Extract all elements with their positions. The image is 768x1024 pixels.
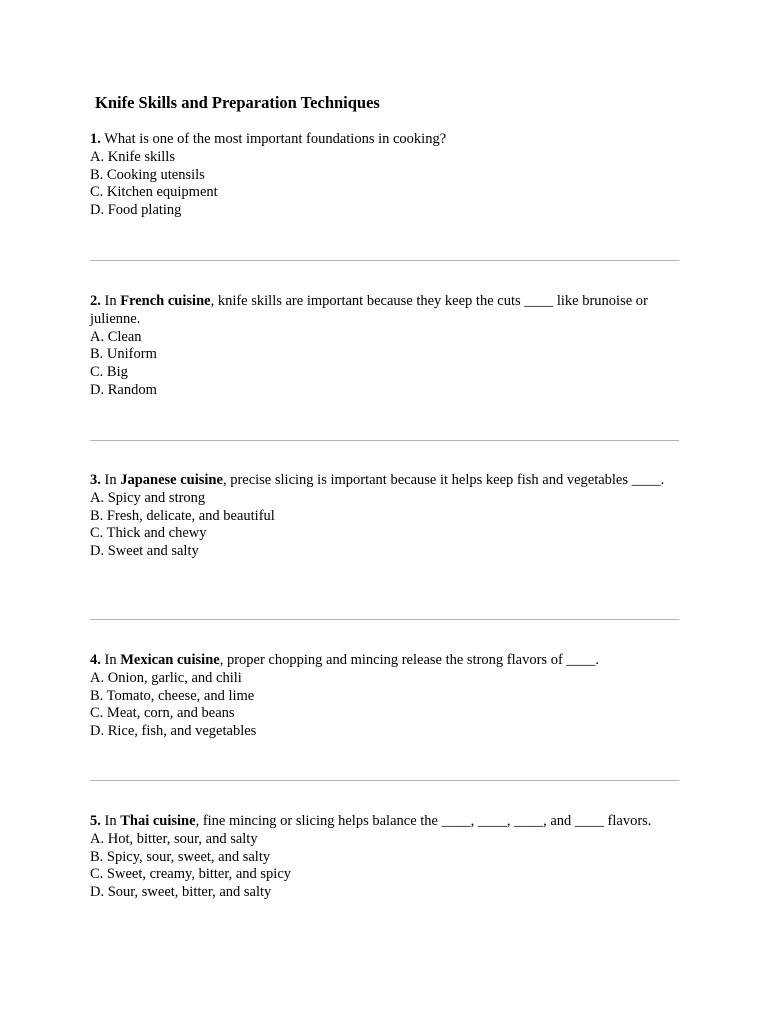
answer-option-a: A. Hot, bitter, sour, and salty bbox=[90, 830, 258, 847]
answer-option-a: A. Onion, garlic, and chili bbox=[90, 669, 242, 686]
answer-options bbox=[90, 329, 680, 400]
question-text: What is one of the most important foundations in cooking? bbox=[100, 131, 447, 147]
answer-option-d: D. Food plating bbox=[90, 202, 182, 219]
question-1 bbox=[90, 131, 680, 220]
question-4 bbox=[90, 652, 680, 741]
question-keyword: Japanese cuisine bbox=[120, 472, 223, 488]
question-text-rest: , proper chopping and mincing release the strong flavors of ____. bbox=[219, 652, 600, 668]
answer-option-c: C. Big bbox=[90, 364, 128, 381]
answer-option-d: D. Sweet and salty bbox=[90, 543, 199, 560]
question-stem bbox=[90, 472, 680, 490]
answer-option-a: A. Clean bbox=[90, 328, 142, 345]
question-text: In bbox=[100, 293, 121, 309]
answer-option-d: D. Rice, fish, and vegetables bbox=[90, 723, 257, 740]
section-divider bbox=[90, 780, 679, 781]
question-stem bbox=[90, 652, 680, 670]
question-keyword: Thai cuisine bbox=[120, 813, 196, 829]
question-stem bbox=[90, 131, 680, 149]
section-divider bbox=[90, 619, 679, 620]
answer-option-d: D. Random bbox=[90, 381, 157, 398]
answer-options bbox=[90, 831, 680, 902]
question-keyword: Mexican cuisine bbox=[120, 652, 220, 668]
answer-option-c: C. Sweet, creamy, bitter, and spicy bbox=[90, 866, 292, 883]
answer-option-b: B. Fresh, delicate, and beautiful bbox=[90, 507, 275, 524]
answer-option-c: C. Meat, corn, and beans bbox=[90, 705, 235, 722]
answer-option-b: B. Uniform bbox=[90, 346, 157, 363]
answer-option-a: A. Spicy and strong bbox=[90, 489, 206, 506]
answer-options bbox=[90, 670, 680, 741]
answer-option-d: D. Sour, sweet, bitter, and salty bbox=[90, 884, 272, 901]
question-number: 4. bbox=[90, 652, 101, 668]
question-number: 5. bbox=[90, 813, 101, 829]
answer-option-b: B. Tomato, cheese, and lime bbox=[90, 687, 255, 704]
question-number: 2. bbox=[90, 293, 101, 309]
answer-option-b: B. Cooking utensils bbox=[90, 166, 205, 183]
question-number: 3. bbox=[90, 472, 101, 488]
question-text-rest: , precise slicing is important because it helps keep fish and vegetables ____. bbox=[222, 472, 665, 488]
question-text: In bbox=[100, 813, 121, 829]
question-text-rest: , knife skills are important because they keep the cuts ____ like brunoise or julienne. bbox=[90, 293, 648, 327]
page-title: Knife Skills and Preparation Techniques bbox=[95, 93, 380, 112]
question-5 bbox=[90, 813, 680, 902]
answer-option-c: C. Thick and chewy bbox=[90, 525, 207, 542]
question-text: In bbox=[100, 652, 121, 668]
question-text: In bbox=[100, 472, 121, 488]
question-number: 1. bbox=[90, 131, 101, 147]
answer-options bbox=[90, 490, 680, 561]
answer-options bbox=[90, 149, 680, 220]
question-stem bbox=[90, 813, 680, 831]
question-stem bbox=[90, 293, 680, 329]
section-divider bbox=[90, 440, 679, 441]
section-divider bbox=[90, 260, 679, 261]
answer-option-c: C. Kitchen equipment bbox=[90, 184, 218, 201]
question-text-rest: , fine mincing or slicing helps balance the ____, ____, ____, and ____ flavors. bbox=[195, 813, 652, 829]
answer-option-a: A. Knife skills bbox=[90, 148, 175, 165]
question-2 bbox=[90, 293, 680, 400]
answer-option-b: B. Spicy, sour, sweet, and salty bbox=[90, 848, 271, 865]
question-keyword: French cuisine bbox=[120, 293, 211, 309]
question-3 bbox=[90, 472, 680, 561]
